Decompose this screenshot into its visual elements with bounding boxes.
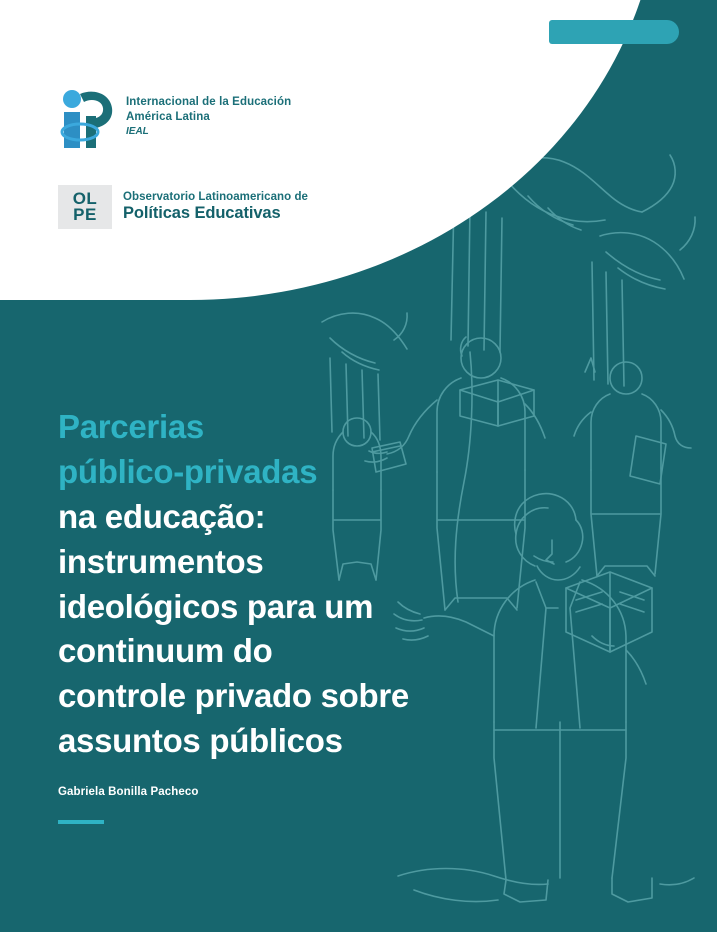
title-line-2: público-privadas [58,452,318,490]
title-line-1: Parcerias [58,408,204,445]
top-accent-bar [549,20,679,44]
title-line-7: controle privado sobre [58,677,409,715]
ieal-logo [58,86,291,148]
title-line-4: instrumentos [58,542,264,580]
olpe-mark-line2: PE [73,205,97,224]
ieal-monogram-icon [58,86,114,148]
title-line-6: continuum do [58,632,273,670]
olpe-line1: Observatorio Latinoamericano de [123,191,308,203]
ieal-line3: IEAL [126,126,149,138]
olpe-mark-line1: OL [72,189,98,209]
ieal-line1: Internacional de la Educación [126,95,292,108]
title-line-3: na educação: [58,497,266,535]
accent-rule [58,820,104,824]
olpe-logo [58,185,308,229]
olpe-line2: Políticas Educativas [123,204,281,222]
white-curved-panel [0,0,660,300]
title-line-5: ideológicos para um [58,587,374,625]
author-name: Gabriela Bonilla Pacheco [58,786,199,798]
title-line-8: assuntos públicos [58,722,343,760]
ieal-line2: América Latina [126,110,210,123]
olpe-monogram-icon [58,185,112,229]
cover-title-block [58,405,458,824]
